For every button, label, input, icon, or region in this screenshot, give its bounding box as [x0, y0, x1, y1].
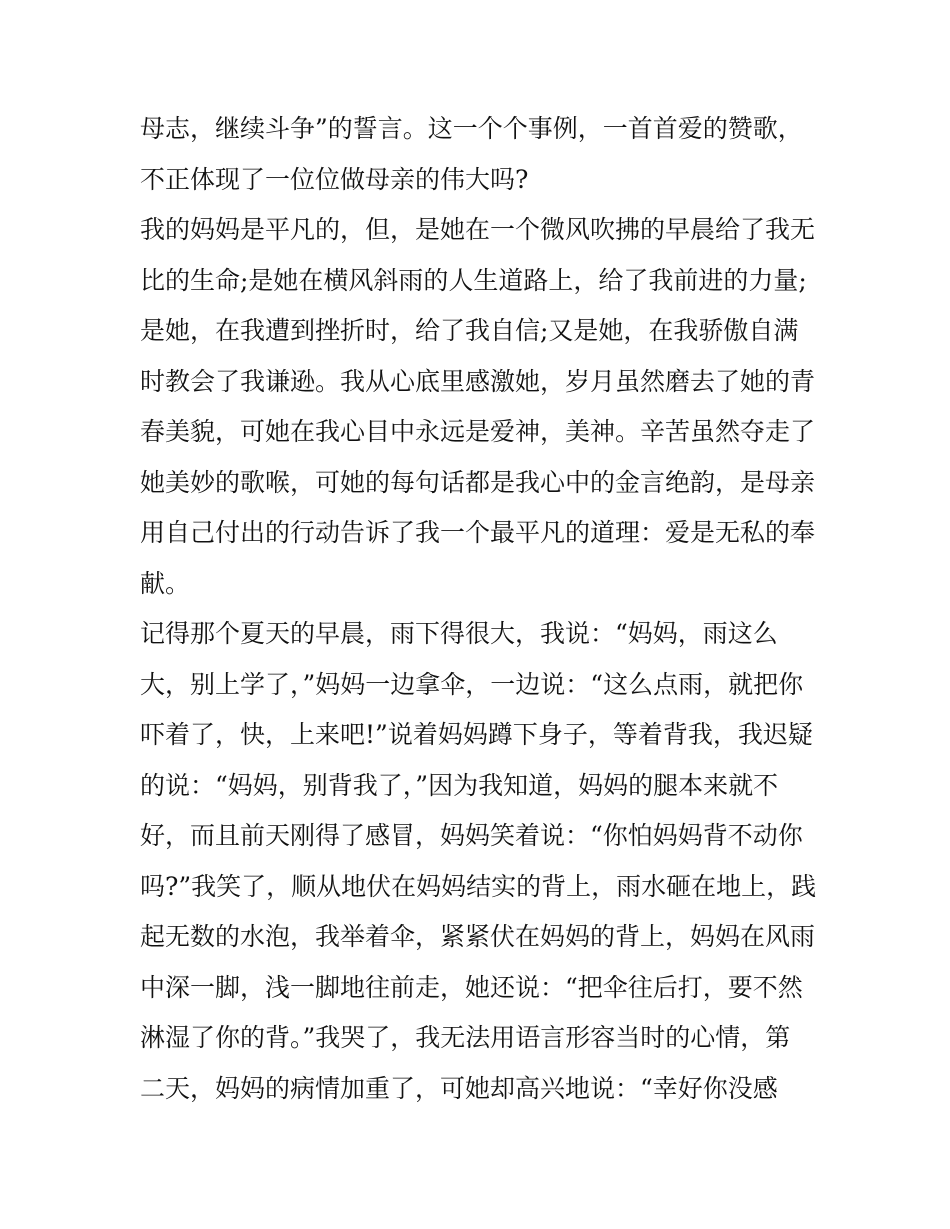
text-line: 起无数的水泡，我举着伞，紧紧伏在妈妈的背上，妈妈在风雨: [140, 922, 816, 951]
text-line: 好，而且前天刚得了感冒，妈妈笑着说：“你怕妈妈背不动你: [140, 821, 803, 850]
text-line: 春美貌，可她在我心目中永远是爱神，美神。辛苦虽然夺走了: [140, 417, 816, 446]
text-line: 我的妈妈是平凡的，但，是她在一个微风吹拂的早晨给了我无: [140, 215, 816, 244]
text-line: 淋湿了你的背。”我哭了，我无法用语言形容当时的心情，第: [140, 1023, 791, 1052]
text-line: 中深一脚，浅一脚地往前走，她还说：“把伞往后打，要不然: [140, 972, 803, 1002]
text-line: 比的生命;是她在横风斜雨的人生道路上，给了我前进的力量;: [140, 265, 807, 295]
text-line: 不正体现了一位位做母亲的伟大吗?: [140, 164, 529, 194]
text-line: 大，别上学了，”妈妈一边拿伞，一边说：“这么点雨，就把你: [140, 669, 804, 699]
text-line: 时教会了我谦逊。我从心底里感激她，岁月虽然磨去了她的青: [140, 366, 816, 396]
body-text: [140, 104, 820, 1114]
text-line: 吗?”我笑了，顺从地伏在妈妈结实的背上，雨水砸在地上，践: [140, 871, 817, 901]
text-line: 二天，妈妈的病情加重了，可她却高兴地说：“幸好你没感: [140, 1073, 778, 1103]
text-line: 母志，继续斗争”的誓言。这一个个事例，一首首爱的赞歌，: [140, 114, 803, 143]
text-line: 的说：“妈妈，别背我了，”因为我知道，妈妈的腿本来就不: [140, 770, 779, 800]
text-line: 用自己付出的行动告诉了我一个最平凡的道理：爱是无私的奉: [140, 518, 816, 547]
text-line: 献。: [140, 568, 191, 598]
text-line: 她美妙的歌喉，可她的每句话都是我心中的金言绝韵，是母亲: [140, 467, 816, 497]
text-line: 吓着了，快，上来吧!”说着妈妈蹲下身子，等着背我，我迟疑: [140, 720, 813, 749]
text-line: 是她，在我遭到挫折时，给了我自信;又是她，在我骄傲自满: [140, 316, 799, 345]
text-line: 记得那个夏天的早晨，雨下得很大，我说：“妈妈，雨这么: [140, 619, 778, 648]
